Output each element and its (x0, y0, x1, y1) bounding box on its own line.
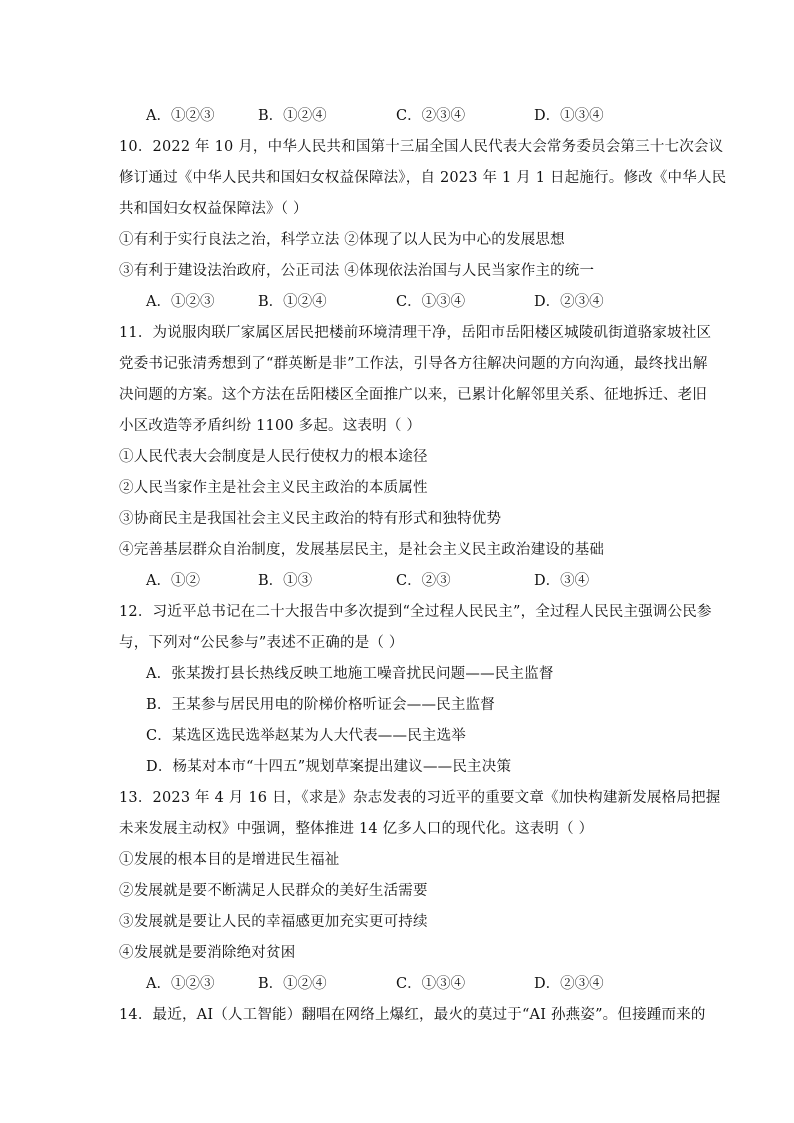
q13-stem-line-2: 未来发展主动权》中强调，整体推进 14 亿多人口的现代化。这表明（ ） (119, 821, 594, 837)
q13-statement-2: ②发展就是要不断满足人民群众的美好生活需要 (119, 883, 428, 899)
q10-options (146, 290, 666, 312)
q10-option-b: B．①②④ (258, 294, 327, 310)
q9-option-b: B．①②④ (258, 108, 327, 124)
q12-choice-c: C．某选区选民选举赵某为人大代表——民主选举 (146, 728, 466, 744)
q11-statement-3: ③协商民主是我国社会主义民主政治的特有形式和独特优势 (119, 511, 502, 527)
q13-statement-3: ③发展就是要让人民的幸福感更加充实更可持续 (119, 914, 428, 930)
q14-stem-line-1: 14．最近，AI（人工智能）翻唱在网络上爆红，最火的莫过于“AI 孙燕姿”。但接踵而来的 (119, 1007, 706, 1023)
q11-option-a: A．①② (146, 573, 200, 589)
q10-statement-row-2: ③有利于建设法治政府，公正司法 ④体现依法治国与人民当家作主的统一 (119, 263, 595, 279)
q13-option-d: D．②③④ (534, 976, 604, 992)
q11-option-d: D．③④ (534, 573, 590, 589)
q9-options (146, 104, 666, 126)
q11-statement-2: ②人民当家作主是社会主义民主政治的本质属性 (119, 480, 428, 496)
q11-option-b: B．①③ (258, 573, 313, 589)
q9-option-d: D．①③④ (534, 108, 604, 124)
q10-option-a: A．①②③ (146, 294, 215, 310)
q12-stem-line-2: 与，下列对“公民参与”表述不正确的是（ ） (119, 635, 404, 651)
q12-choice-d: D．杨某对本市“十四五”规划草案提出建议——民主决策 (146, 759, 512, 775)
q13-statement-1: ①发展的根本目的是增进民生福祉 (119, 852, 340, 868)
q13-options (146, 972, 666, 994)
q11-option-c: C．②③ (396, 573, 451, 589)
q10-statement-row-1: ①有利于实行良法之治，科学立法 ②体现了以人民为中心的发展思想 (119, 232, 565, 248)
q11-statement-4: ④完善基层群众自治制度，发展基层民主，是社会主义民主政治建设的基础 (119, 542, 605, 558)
q10-option-d: D．②③④ (534, 294, 604, 310)
q10-stem-line-3: 共和国妇女权益保障法》（ ） (119, 201, 308, 217)
q10-stem-line-1: 10．2022 年 10 月，中华人民共和国第十三届全国人民代表大会常务委员会第三十七次会议 (119, 139, 724, 155)
q11-statement-1: ①人民代表大会制度是人民行使权力的根本途径 (119, 449, 428, 465)
q11-stem-line-3: 决问题的方案。这个方法在岳阳楼区全面推广以来，已累计化解邻里关系、征地拆迁、老旧 (119, 387, 707, 403)
q13-option-c: C．①③④ (396, 976, 466, 992)
q9-option-a: A．①②③ (146, 108, 215, 124)
q13-option-a: A．①②③ (146, 976, 215, 992)
q11-stem-line-2: 党委书记张清秀想到了“群英断是非”工作法，引导各方往解决问题的方向沟通，最终找出解 (119, 356, 708, 372)
q13-statement-4: ④发展就是要消除绝对贫困 (119, 945, 296, 961)
q13-stem-line-1: 13．2023 年 4 月 16 日，《求是》杂志发表的习近平的重要文章《加快构建新发展格局把握 (119, 790, 721, 806)
q12-choice-a: A．张某拨打县长热线反映工地施工噪音扰民问题——民主监督 (146, 666, 554, 682)
q10-option-c: C．①③④ (396, 294, 466, 310)
q10-stem-line-2: 修订通过《中华人民共和国妇女权益保障法》，自 2023 年 1 月 1 日起施行。修改《中华人民 (119, 170, 727, 186)
q11-options (146, 569, 666, 591)
q11-stem-line-1: 11．为说服肉联厂家属区居民把楼前环境清理干净，岳阳市岳阳楼区城陵矶街道骆家坡社区 (119, 325, 712, 341)
q12-stem-line-1: 12．习近平总书记在二十大报告中多次提到“全过程人民民主”，全过程人民民主强调公民参 (119, 604, 712, 620)
q13-option-b: B．①②④ (258, 976, 327, 992)
q9-option-c: C．②③④ (396, 108, 466, 124)
q12-choice-b: B．王某参与居民用电的阶梯价格听证会——民主监督 (146, 697, 495, 713)
q11-stem-line-4: 小区改造等矛盾纠纷 1100 多起。这表明（ ） (119, 418, 422, 434)
